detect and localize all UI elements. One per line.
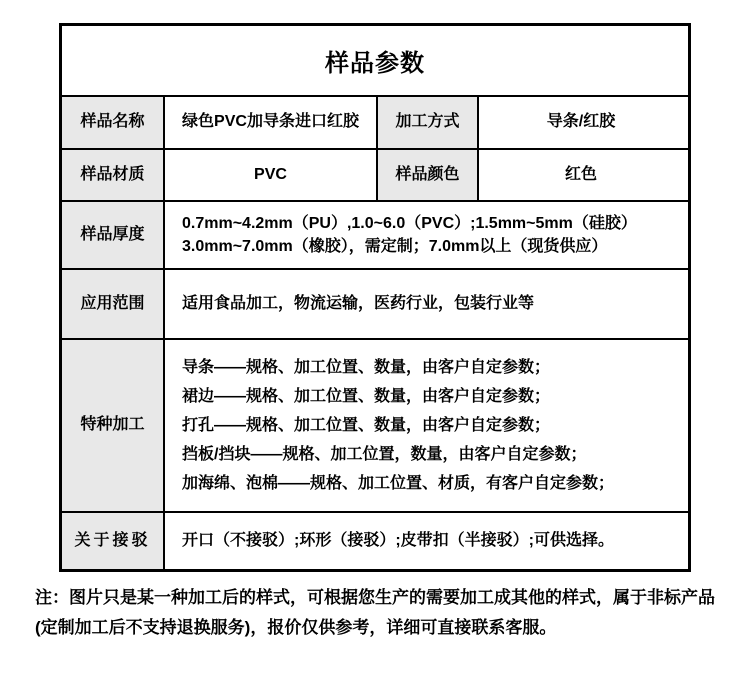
row-sample-thickness <box>62 200 688 268</box>
process-method-label: 加工方式 <box>376 97 477 148</box>
footer-note: 注：图片只是某一种加工后的样式，可根据您生产的需要加工成其他的样式，属于非标产品(定制加工后不支持退换服务)，报价仅供参考，详细可直接联系客服。 <box>35 588 715 637</box>
sample-name-label: 样品名称 <box>62 97 163 148</box>
sample-color-value: 红色 <box>477 150 683 200</box>
application-scope-label: 应用范围 <box>62 270 163 338</box>
special-line-baffle: 挡板/挡块——规格、加工位置，数量，由客户自定参数； <box>182 446 587 463</box>
sample-thickness-label: 样品厚度 <box>62 202 163 268</box>
joining-label: 关于接驳 <box>62 513 163 569</box>
special-line-punching: 打孔——规格、加工位置、数量，由客户自定参数； <box>182 417 551 434</box>
row-sample-name <box>62 95 688 148</box>
special-line-sponge-foam: 加海绵、泡棉——规格、加工位置、材质，有客户自定参数； <box>182 475 615 492</box>
sample-color-label: 样品颜色 <box>376 150 477 200</box>
sample-thickness-value <box>163 202 688 268</box>
special-line-guide-strip: 导条——规格、加工位置、数量，由客户自定参数； <box>182 359 551 376</box>
row-joining <box>62 511 688 569</box>
table-title: 样品参数 <box>325 50 425 77</box>
special-processing-label: 特种加工 <box>62 340 163 511</box>
row-special-processing <box>62 338 688 511</box>
sample-material-value: PVC <box>163 150 376 200</box>
row-sample-material <box>62 148 688 200</box>
special-line-skirt: 裙边——规格、加工位置、数量，由客户自定参数； <box>182 388 551 405</box>
row-application-scope <box>62 268 688 338</box>
sample-material-label: 样品材质 <box>62 150 163 200</box>
special-processing-value <box>163 340 688 511</box>
application-scope-value: 适用食品加工，物流运输，医药行业，包装行业等 <box>163 270 688 338</box>
thickness-line-2: 3.0mm~7.0mm（橡胶），需定制；7.0mm以上（现货供应） <box>182 238 608 255</box>
process-method-value: 导条/红胶 <box>477 97 683 148</box>
joining-value: 开口（不接驳）;环形（接驳）;皮带扣（半接驳）;可供选择。 <box>163 513 688 569</box>
thickness-line-1: 0.7mm~4.2mm（PU）,1.0~6.0（PVC）;1.5mm~5mm（硅胶） <box>182 215 637 232</box>
sample-parameters-table <box>59 23 691 572</box>
table-title-row <box>62 26 688 95</box>
sample-name-value: 绿色PVC加导条进口红胶 <box>163 97 376 148</box>
